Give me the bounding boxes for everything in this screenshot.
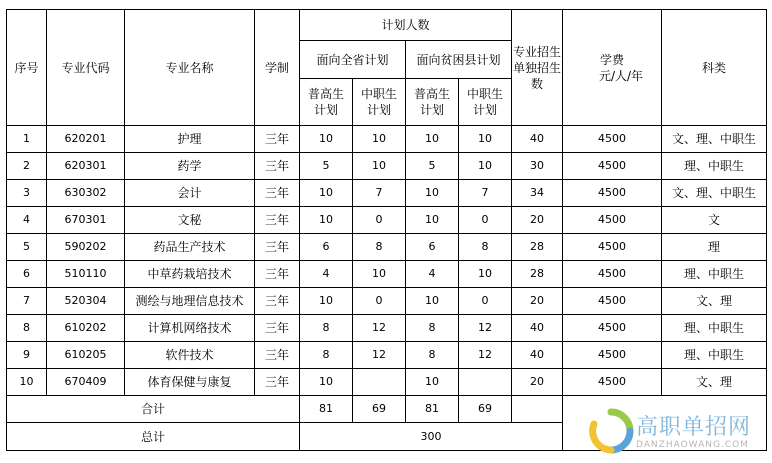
cell-seq: 5	[7, 234, 47, 261]
header-single-line1: 专业招生	[513, 44, 562, 59]
table-row	[7, 234, 767, 261]
cell-single: 34	[512, 180, 563, 207]
cell-years: 三年	[255, 207, 300, 234]
subtotal-province-vs: 69	[353, 396, 406, 423]
cell-province-vs: 0	[353, 207, 406, 234]
cell-province-hs: 4	[300, 261, 353, 288]
header-fee-line2: 元/人/年	[598, 68, 644, 83]
header-province-hs	[300, 79, 353, 126]
cell-province-vs	[353, 369, 406, 396]
cell-seq: 2	[7, 153, 47, 180]
cell-province-vs: 10	[353, 261, 406, 288]
header-province-vs	[353, 79, 406, 126]
cell-name: 计算机网络技术	[125, 315, 255, 342]
subtotal-single-empty	[512, 396, 563, 423]
cell-name: 药学	[125, 153, 255, 180]
cell-single: 40	[512, 342, 563, 369]
cell-name: 护理	[125, 126, 255, 153]
header-province-vs-line1: 中职生	[360, 87, 397, 101]
header-seq: 序号	[7, 10, 47, 126]
cell-code: 620201	[47, 126, 125, 153]
cell-years: 三年	[255, 369, 300, 396]
table-row	[7, 369, 767, 396]
cell-years: 三年	[255, 126, 300, 153]
cell-name: 中草药栽培技术	[125, 261, 255, 288]
cell-code: 670301	[47, 207, 125, 234]
header-subject: 科类	[662, 10, 767, 126]
cell-poor-vs: 0	[459, 207, 512, 234]
cell-fee: 4500	[563, 126, 662, 153]
cell-years: 三年	[255, 153, 300, 180]
cell-fee: 4500	[563, 234, 662, 261]
subtotal-province-hs: 81	[300, 396, 353, 423]
cell-subject: 理、中职生	[662, 261, 767, 288]
cell-poor-hs: 8	[406, 342, 459, 369]
cell-poor-vs: 12	[459, 342, 512, 369]
header-province-hs-line2: 计划	[313, 103, 338, 117]
cell-province-vs: 8	[353, 234, 406, 261]
cell-poor-vs: 10	[459, 261, 512, 288]
cell-poor-vs	[459, 369, 512, 396]
header-row-1	[7, 10, 767, 41]
subtotal-poor-vs: 69	[459, 396, 512, 423]
cell-province-vs: 0	[353, 288, 406, 315]
table-row	[7, 342, 767, 369]
cell-single: 28	[512, 234, 563, 261]
cell-seq: 8	[7, 315, 47, 342]
cell-subject: 文、理	[662, 288, 767, 315]
cell-single: 40	[512, 126, 563, 153]
cell-years: 三年	[255, 180, 300, 207]
cell-poor-hs: 5	[406, 153, 459, 180]
cell-province-hs: 10	[300, 207, 353, 234]
cell-poor-hs: 10	[406, 126, 459, 153]
cell-subject: 理、中职生	[662, 315, 767, 342]
header-name: 专业名称	[125, 10, 255, 126]
header-single	[512, 10, 563, 126]
cell-province-vs: 10	[353, 126, 406, 153]
cell-years: 三年	[255, 315, 300, 342]
table-row	[7, 126, 767, 153]
header-poor-vs-line1: 中职生	[467, 87, 504, 101]
cell-single: 28	[512, 261, 563, 288]
cell-code: 610205	[47, 342, 125, 369]
header-code: 专业代码	[47, 10, 125, 126]
cell-years: 三年	[255, 261, 300, 288]
cell-province-hs: 10	[300, 126, 353, 153]
cell-province-hs: 8	[300, 342, 353, 369]
cell-fee: 4500	[563, 315, 662, 342]
cell-seq: 9	[7, 342, 47, 369]
cell-single: 20	[512, 288, 563, 315]
cell-single: 40	[512, 315, 563, 342]
header-poor: 面向贫困县计划	[406, 41, 512, 79]
header-single-line3: 数	[531, 76, 544, 91]
cell-code: 670409	[47, 369, 125, 396]
cell-poor-vs: 12	[459, 315, 512, 342]
cell-code: 520304	[47, 288, 125, 315]
cell-fee: 4500	[563, 180, 662, 207]
cell-subject: 文、理、中职生	[662, 180, 767, 207]
cell-province-vs: 12	[353, 315, 406, 342]
table-row	[7, 261, 767, 288]
cell-name: 会计	[125, 180, 255, 207]
cell-fee: 4500	[563, 153, 662, 180]
cell-name: 测绘与地理信息技术	[125, 288, 255, 315]
cell-fee: 4500	[563, 261, 662, 288]
cell-code: 610202	[47, 315, 125, 342]
cell-province-hs: 10	[300, 288, 353, 315]
cell-seq: 4	[7, 207, 47, 234]
cell-fee: 4500	[563, 342, 662, 369]
cell-province-hs: 10	[300, 369, 353, 396]
table-row	[7, 153, 767, 180]
cell-years: 三年	[255, 234, 300, 261]
cell-poor-hs: 4	[406, 261, 459, 288]
header-plan: 计划人数	[300, 10, 512, 41]
cell-fee: 4500	[563, 288, 662, 315]
cell-years: 三年	[255, 342, 300, 369]
cell-subject: 文、理、中职生	[662, 126, 767, 153]
table-row	[7, 180, 767, 207]
cell-single: 20	[512, 207, 563, 234]
site-watermark	[574, 402, 770, 460]
cell-poor-vs: 10	[459, 153, 512, 180]
enrollment-plan-table	[6, 9, 767, 451]
table-row	[7, 315, 767, 342]
header-fee	[563, 10, 662, 126]
cell-poor-hs: 10	[406, 288, 459, 315]
cell-poor-vs: 0	[459, 288, 512, 315]
cell-province-hs: 6	[300, 234, 353, 261]
cell-subject: 理、中职生	[662, 153, 767, 180]
total-label: 总计	[7, 423, 300, 451]
cell-name: 软件技术	[125, 342, 255, 369]
header-poor-vs-line2: 计划	[473, 103, 498, 117]
cell-seq: 10	[7, 369, 47, 396]
cell-poor-hs: 10	[406, 207, 459, 234]
cell-province-vs: 7	[353, 180, 406, 207]
header-years: 学制	[255, 10, 300, 126]
header-poor-vs	[459, 79, 512, 126]
cell-province-hs: 8	[300, 315, 353, 342]
cell-code: 510110	[47, 261, 125, 288]
header-province-vs-line2: 计划	[366, 103, 391, 117]
header-province-hs-line1: 普高生	[307, 87, 344, 101]
cell-seq: 1	[7, 126, 47, 153]
cell-subject: 理	[662, 234, 767, 261]
cell-code: 630302	[47, 180, 125, 207]
watermark-title: 高职单招网	[636, 415, 752, 440]
cell-subject: 理、中职生	[662, 342, 767, 369]
cell-name: 体育保健与康复	[125, 369, 255, 396]
cell-name: 文秘	[125, 207, 255, 234]
cell-poor-hs: 10	[406, 369, 459, 396]
cell-seq: 7	[7, 288, 47, 315]
cell-fee: 4500	[563, 207, 662, 234]
cell-poor-vs: 7	[459, 180, 512, 207]
header-fee-line1: 学费	[600, 52, 625, 67]
cell-single: 30	[512, 153, 563, 180]
danzhaowang-logo-icon	[588, 408, 634, 454]
total-value: 300	[300, 423, 563, 451]
table-row	[7, 207, 767, 234]
cell-poor-hs: 6	[406, 234, 459, 261]
cell-subject: 文、理	[662, 369, 767, 396]
cell-code: 620301	[47, 153, 125, 180]
header-single-line2: 单独招生	[513, 60, 562, 75]
header-poor-hs-line1: 普高生	[413, 87, 450, 101]
cell-province-hs: 10	[300, 180, 353, 207]
subtotal-label: 合计	[7, 396, 300, 423]
cell-poor-hs: 8	[406, 315, 459, 342]
subtotal-poor-hs: 81	[406, 396, 459, 423]
watermark-site: DANZHAOWANG.COM	[636, 440, 749, 450]
cell-seq: 6	[7, 261, 47, 288]
header-poor-hs-line2: 计划	[419, 103, 444, 117]
cell-years: 三年	[255, 288, 300, 315]
cell-code: 590202	[47, 234, 125, 261]
cell-single: 20	[512, 369, 563, 396]
cell-poor-vs: 8	[459, 234, 512, 261]
header-poor-hs	[406, 79, 459, 126]
cell-poor-hs: 10	[406, 180, 459, 207]
cell-province-hs: 5	[300, 153, 353, 180]
cell-poor-vs: 10	[459, 126, 512, 153]
cell-province-vs: 10	[353, 153, 406, 180]
cell-fee: 4500	[563, 369, 662, 396]
cell-name: 药品生产技术	[125, 234, 255, 261]
header-province: 面向全省计划	[300, 41, 406, 79]
cell-seq: 3	[7, 180, 47, 207]
cell-subject: 文	[662, 207, 767, 234]
cell-province-vs: 12	[353, 342, 406, 369]
table-row	[7, 288, 767, 315]
